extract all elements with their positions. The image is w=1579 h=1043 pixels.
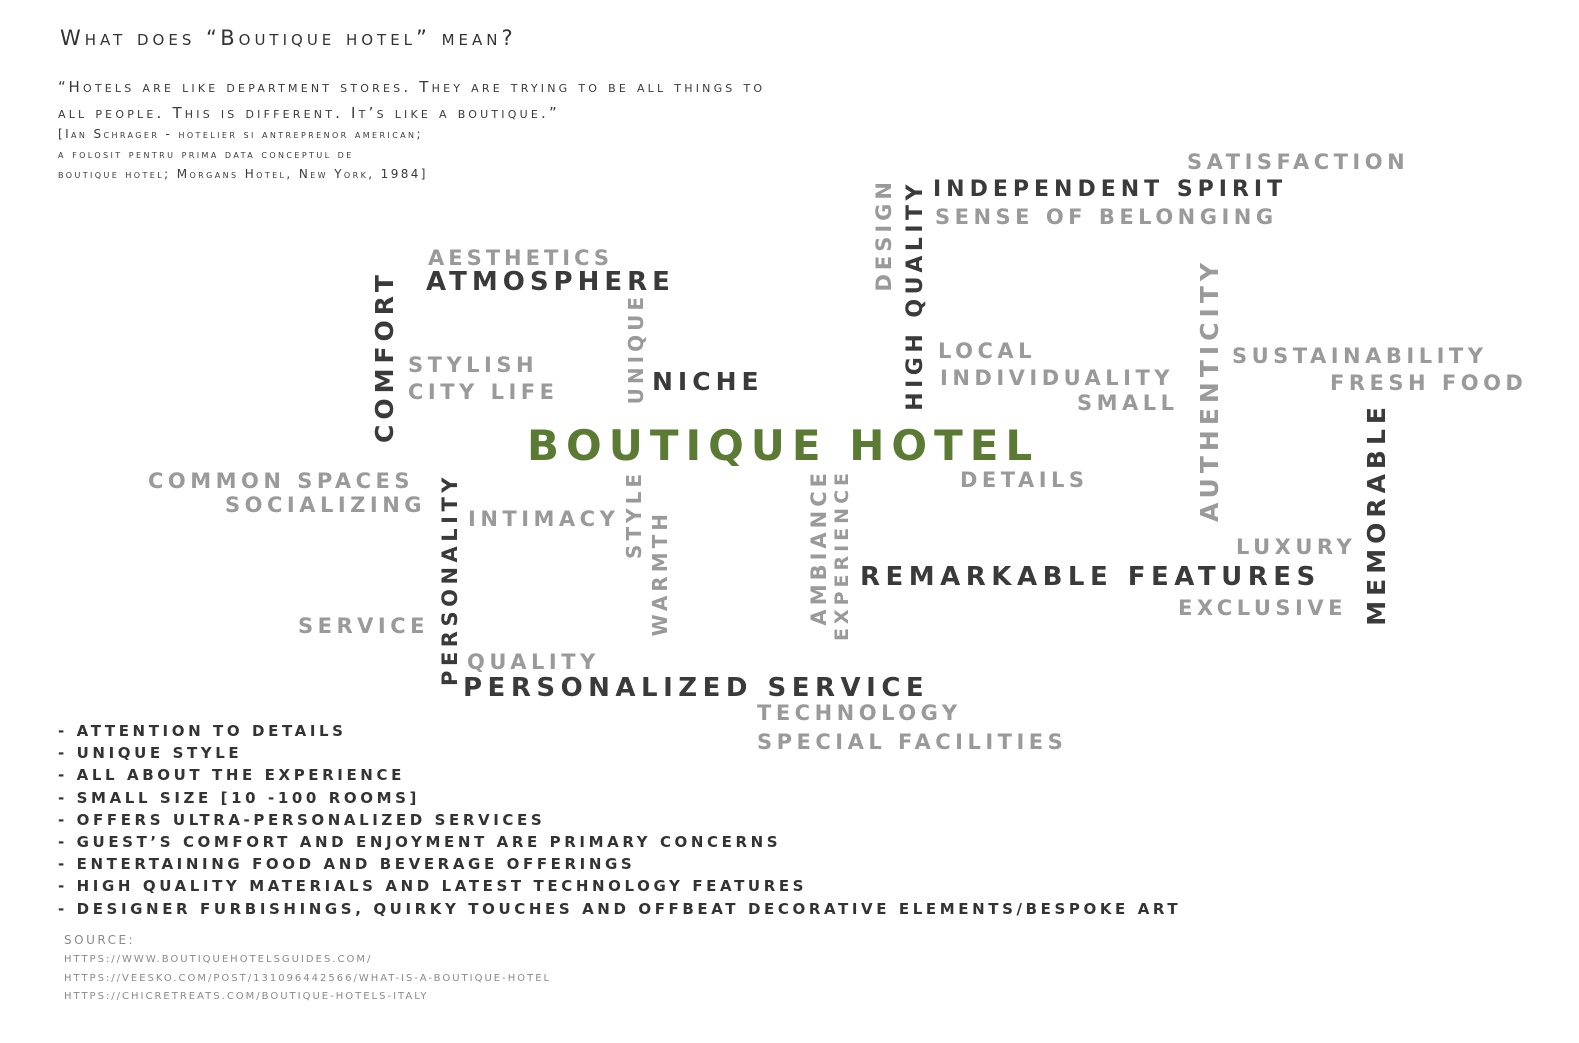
- source-list: [64, 951, 551, 1007]
- cloud-word-memorable: MEMORABLE: [1362, 402, 1391, 626]
- cloud-word-niche: NICHE: [652, 367, 764, 396]
- cloud-word-exclusive: EXCLUSIVE: [1178, 596, 1347, 620]
- cloud-word-high-quality: HIGH QUALITY: [903, 180, 928, 411]
- cloud-word-experience: EXPERIENCE: [831, 469, 853, 642]
- source-link[interactable]: HTTPS://CHICRETREATS.COM/BOUTIQUE-HOTELS-ITALY: [64, 991, 429, 1002]
- cloud-word-independent-spirit: INDEPENDENT SPIRIT: [933, 177, 1288, 202]
- cloud-word-local: LOCAL: [938, 339, 1037, 363]
- cloud-word-sense-of-belonging: SENSE OF BELONGING: [935, 205, 1278, 229]
- cloud-word-personalized-service: PERSONALIZED SERVICE: [463, 673, 930, 703]
- source-link[interactable]: HTTPS://WWW.BOUTIQUEHOTELSGUIDES.COM/: [64, 954, 373, 965]
- cloud-word-city-life: CITY LIFE: [408, 380, 559, 404]
- list-item: - GUEST’S COMFORT AND ENJOYMENT ARE PRIMARY CONCERNS: [58, 833, 782, 852]
- cloud-word-warmth: WARMTH: [648, 510, 672, 637]
- list-item: - OFFERS ULTRA-PERSONALIZED SERVICES: [58, 810, 546, 829]
- list-item: - SMALL SIZE [10 -100 ROOMS]: [58, 788, 421, 807]
- quote-note-2: a folosit pentru prima data conceptul de: [58, 147, 354, 161]
- list-item: - HIGH QUALITY MATERIALS AND LATEST TECHNOLOGY FEATURES: [58, 877, 808, 896]
- cloud-word-service: SERVICE: [298, 614, 429, 638]
- cloud-word-personality: PERSONALITY: [438, 473, 462, 686]
- cloud-word-technology: TECHNOLOGY: [757, 701, 962, 725]
- cloud-word-individuality: INDIVIDUALITY: [940, 366, 1175, 390]
- cloud-word-socializing: SOCIALIZING: [225, 493, 427, 517]
- cloud-word-luxury: LUXURY: [1236, 535, 1357, 559]
- cloud-word-small: SMALL: [1077, 391, 1179, 415]
- quote-line-1: “Hotels are like department stores. They are trying to be all things to: [58, 78, 766, 96]
- cloud-word-quality: QUALITY: [467, 650, 600, 674]
- cloud-word-authenticity: AUTHENTICITY: [1195, 258, 1224, 523]
- cloud-word-aesthetics: AESTHETICS: [428, 246, 614, 270]
- cloud-word-style: STYLE: [622, 470, 646, 559]
- cloud-word-remarkable-features: REMARKABLE FEATURES: [860, 562, 1321, 592]
- cloud-word-details: DETAILS: [960, 468, 1089, 492]
- cloud-word-stylish: STYLISH: [408, 353, 539, 377]
- cloud-word-sustainability: SUSTAINABILITY: [1232, 344, 1488, 368]
- cloud-word-comfort: COMFORT: [370, 270, 399, 443]
- page-title: What does “Boutique hotel” mean?: [60, 26, 517, 50]
- cloud-word-special-facilities: SPECIAL FACILITIES: [757, 730, 1068, 754]
- cloud-word-satisfaction: SATISFACTION: [1187, 150, 1410, 174]
- cloud-word-ambiance: AMBIANCE: [807, 469, 831, 626]
- list-item: - ENTERTAINING FOOD AND BEVERAGE OFFERINGS: [58, 855, 636, 874]
- cloud-word-center: BOUTIQUE HOTEL: [527, 421, 1040, 470]
- quote-note-1: [Ian Schrager - hotelier si antreprenor american;: [58, 127, 423, 141]
- list-item: - ATTENTION TO DETAILS: [58, 722, 347, 740]
- cloud-word-fresh-food: FRESH FOOD: [1330, 371, 1528, 395]
- cloud-word-common-spaces: COMMON SPACES: [148, 469, 415, 493]
- cloud-word-design: DESIGN: [872, 178, 896, 292]
- quote-note-3: boutique hotel; Morgans Hotel, New York, 1984]: [58, 167, 428, 181]
- cloud-word-unique: UNIQUE: [624, 293, 648, 405]
- quote-line-2: all people. This is different. It’s like a boutique.”: [58, 104, 560, 122]
- list-item: - DESIGNER FURBISHINGS, QUIRKY TOUCHES AND OFFBEAT DECORATIVE ELEMENTS/BESPOKE ART: [58, 899, 1182, 918]
- list-item: - ALL ABOUT THE EXPERIENCE: [58, 766, 405, 785]
- source-link[interactable]: HTTPS://VEESKO.COM/POST/131096442566/WHAT-IS-A-BOUTIQUE-HOTEL: [64, 972, 552, 984]
- list-item: - UNIQUE STYLE: [58, 744, 243, 763]
- source-label: SOURCE:: [64, 933, 136, 947]
- characteristics-list: [58, 720, 1181, 920]
- cloud-word-atmosphere: ATMOSPHERE: [426, 267, 675, 297]
- cloud-word-intimacy: INTIMACY: [468, 507, 620, 531]
